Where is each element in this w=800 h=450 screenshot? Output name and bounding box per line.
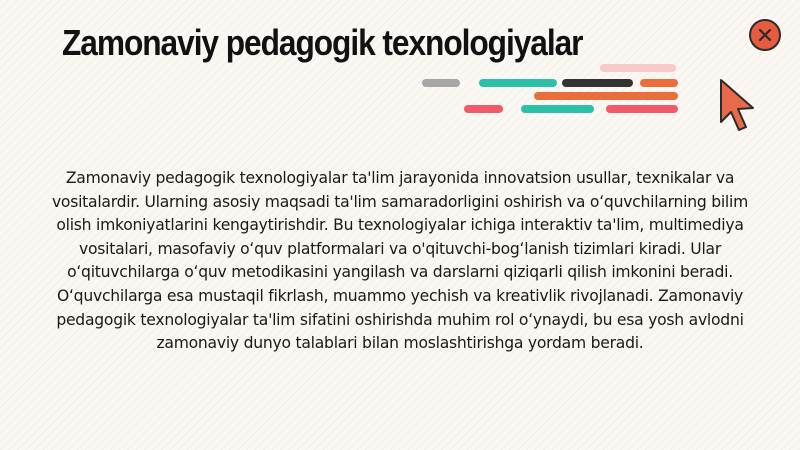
stripe-teal-2 xyxy=(521,105,594,113)
slide-title: Zamonaviy pedagogik texnologiyalar xyxy=(62,22,583,63)
stripe-orange-1 xyxy=(640,79,678,87)
stripe-teal-1 xyxy=(479,79,557,87)
stripe-pink-2 xyxy=(606,105,678,113)
close-button[interactable] xyxy=(749,19,781,51)
slide-body-text: Zamonaviy pedagogik texnologiyalar ta'lim jarayonida innovatsion usullar, texnikalar va vositalardir. Ularning asosiy maqsadi ta'lim samaradorligini oshirish va oʻquvchilarning bilim olish imkoniyatlarini kengaytirishdir. Bu texnologiyalar ichiga interaktiv ta'lim, multimediya vositalari, masofaviy oʻquv platformalari va o'qituvchi-bogʻlanish tizimlari kiradi. Ular oʻqituvchilarga oʻquv metodikasini yangilash va darslarni qiziqarli qilish imkonini beradi. Oʻquvchilarga esa mustaqil fikrlash, muammo yechish va kreativlik rivojlanadi. Zamonaviy pedagogik texnologiyalar ta'lim sifatini oshirishda muhim rol oʻynaydi, bu esa yosh avlodni zamonaviy dunyo talablari bilan moslashtirishga yordam beradi. xyxy=(51,169,749,353)
close-icon xyxy=(757,27,773,43)
stripe-light-pink-top xyxy=(600,64,676,72)
stripe-pink-1 xyxy=(464,105,503,113)
stripe-gray xyxy=(422,79,460,87)
stripe-orange-2 xyxy=(534,92,678,100)
stripe-dark xyxy=(562,79,633,87)
cursor-pointer-icon xyxy=(716,76,758,134)
